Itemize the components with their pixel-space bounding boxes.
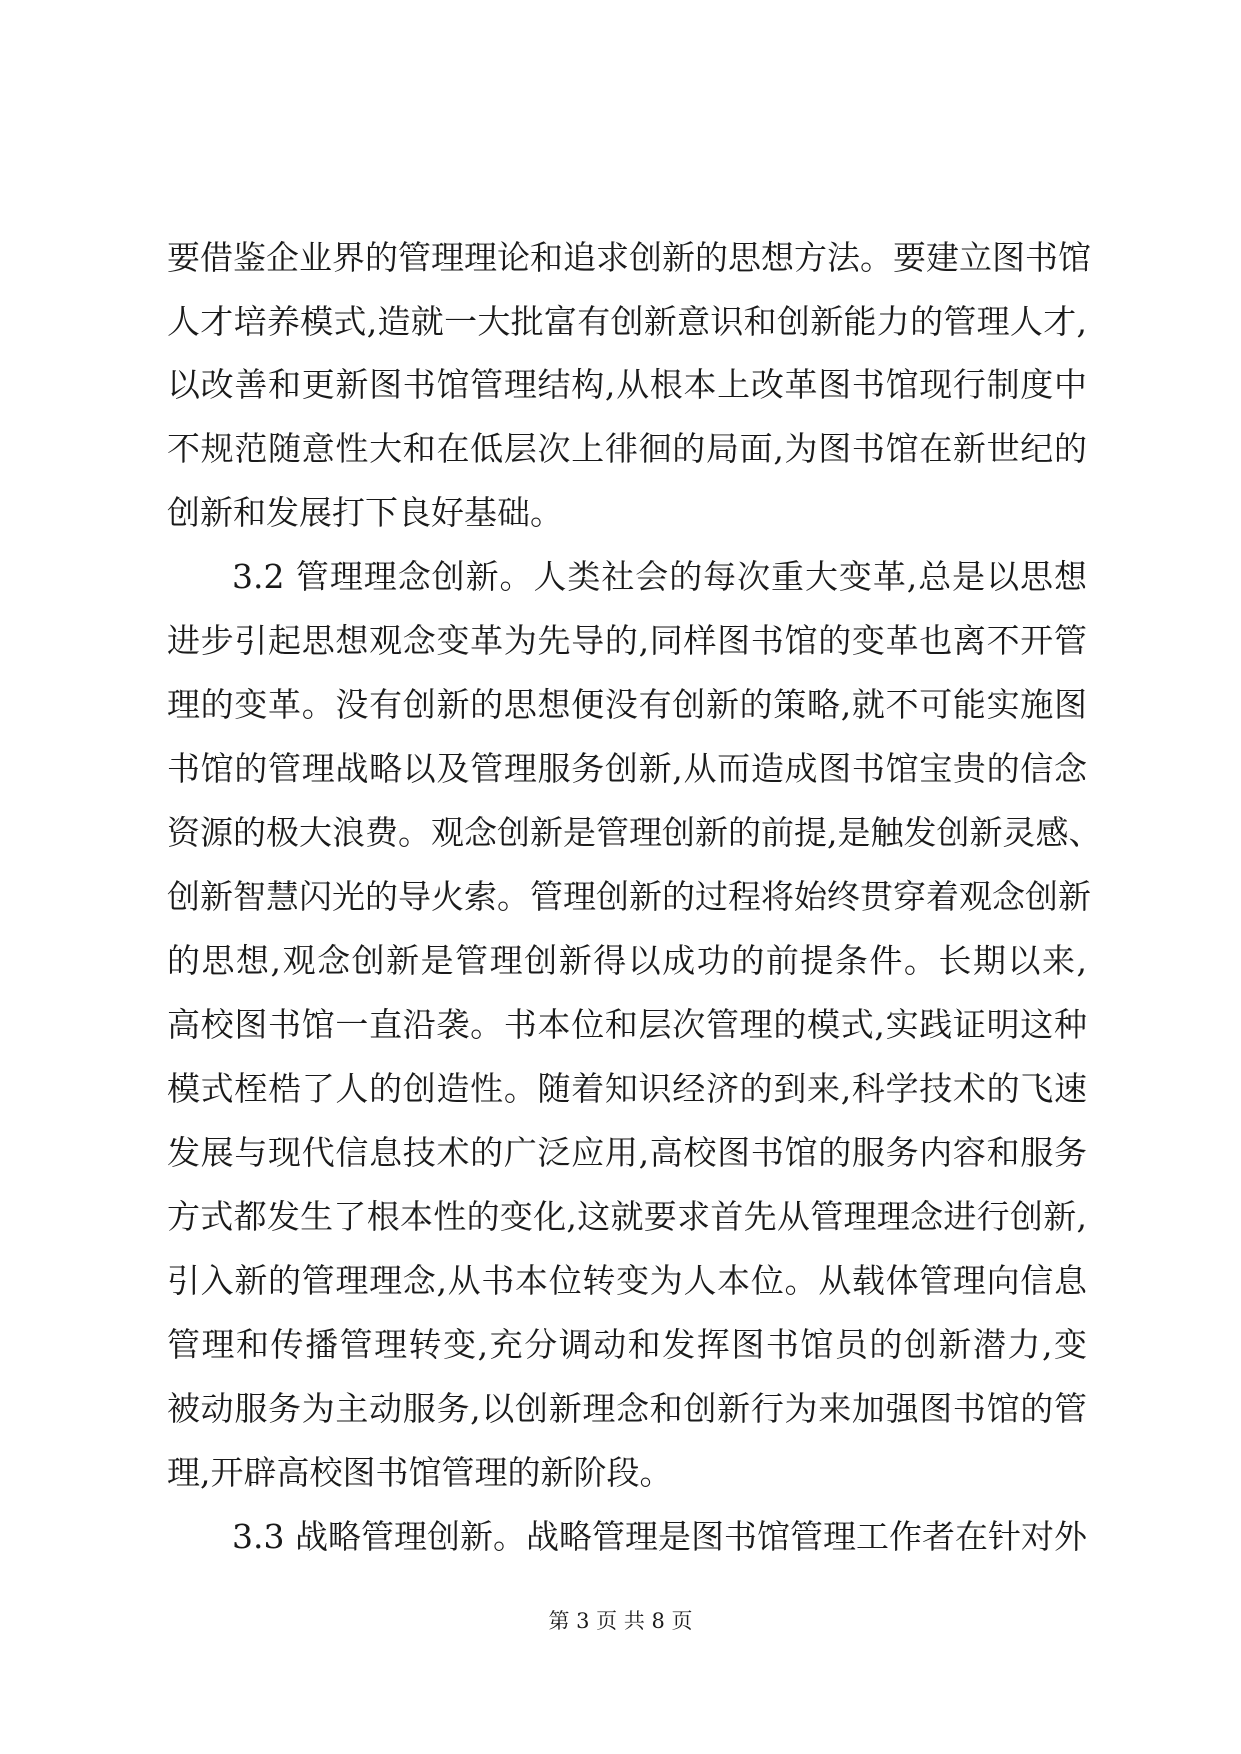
text-line: 理,开辟高校图书馆管理的新阶段。 xyxy=(167,1453,673,1492)
text-line: 的思想,观念创新是管理创新得以成功的前提条件。长期以来, xyxy=(167,941,1087,980)
text-line: 人才培养模式,造就一大批富有创新意识和创新能力的管理人才, xyxy=(167,302,1087,341)
text-line: 理的变革。没有创新的思想便没有创新的策略,就不可能实施图 xyxy=(167,685,1087,724)
text-line: 要借鉴企业界的管理理论和追求创新的思想方法。要建立图书馆 xyxy=(167,238,1091,277)
text-line: 被动服务为主动服务,以创新理念和创新行为来加强图书馆的管 xyxy=(167,1389,1087,1428)
text-line: 管理和传播管理转变,充分调动和发挥图书馆员的创新潜力,变 xyxy=(167,1325,1087,1364)
text-line: 不规范随意性大和在低层次上徘徊的局面,为图书馆在新世纪的 xyxy=(167,429,1087,468)
text-line: 资源的极大浪费。观念创新是管理创新的前提,是触发创新灵感、 xyxy=(167,813,1102,852)
page-footer: 第 3 页 共 8 页 xyxy=(548,1609,693,1633)
text-line: 方式都发生了根本性的变化,这就要求首先从管理理念进行创新, xyxy=(167,1197,1087,1236)
section-heading-line: 3.3 战略管理创新。战略管理是图书馆管理工作者在针对外 xyxy=(232,1517,1087,1556)
text-line: 创新智慧闪光的导火索。管理创新的过程将始终贯穿着观念创新 xyxy=(167,877,1091,916)
text-line: 创新和发展打下良好基础。 xyxy=(167,493,563,532)
text-line: 发展与现代信息技术的广泛应用,高校图书馆的服务内容和服务 xyxy=(167,1133,1087,1172)
text-line: 高校图书馆一直沿袭。书本位和层次管理的模式,实践证明这种 xyxy=(167,1005,1087,1044)
text-line: 模式桎梏了人的创造性。随着知识经济的到来,科学技术的飞速 xyxy=(167,1069,1087,1108)
text-line: 以改善和更新图书馆管理结构,从根本上改革图书馆现行制度中 xyxy=(167,365,1087,404)
text-line: 书馆的管理战略以及管理服务创新,从而造成图书馆宝贵的信念 xyxy=(167,749,1087,788)
text-line: 引入新的管理理念,从书本位转变为人本位。从载体管理向信息 xyxy=(167,1261,1087,1300)
section-heading-line: 3.2 管理理念创新。人类社会的每次重大变革,总是以思想 xyxy=(232,557,1087,596)
text-line: 进步引起思想观念变革为先导的,同样图书馆的变革也离不开管 xyxy=(167,621,1087,660)
